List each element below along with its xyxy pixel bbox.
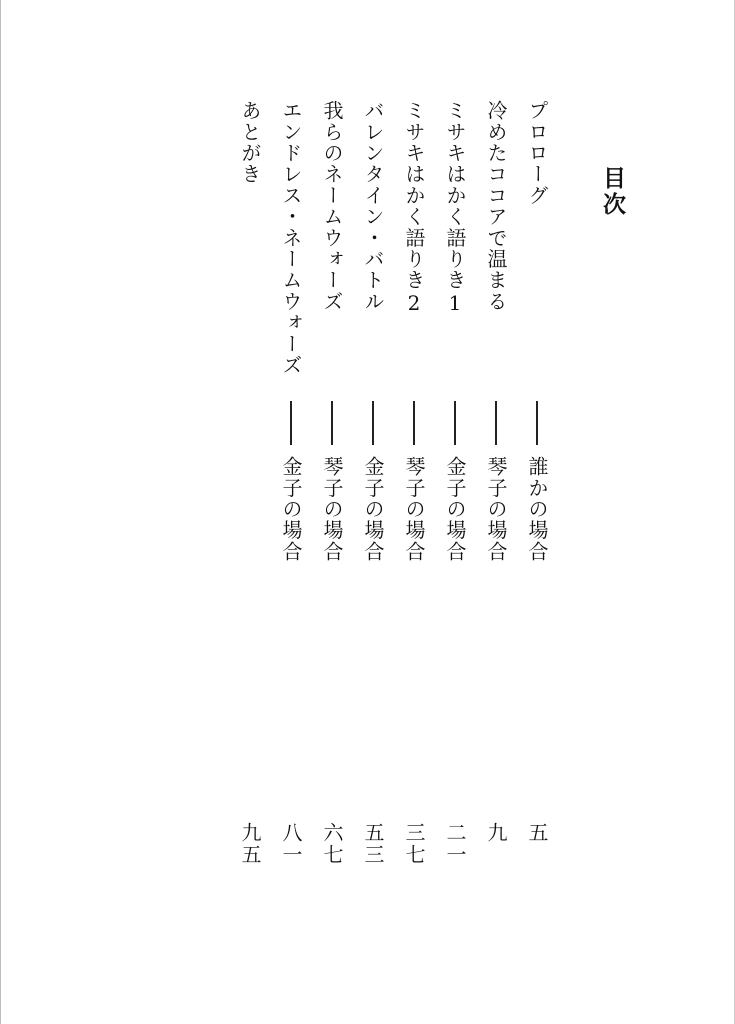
toc-entry-dash	[454, 401, 456, 445]
toc-entry-author: 金子の場合	[361, 456, 385, 562]
toc-entry-title: 我らのネームウォーズ	[320, 100, 344, 312]
toc-entry-dash	[413, 401, 415, 445]
toc-entry-title: 冷めたココアで温まる	[484, 100, 508, 312]
toc-entry-page: 二一	[443, 822, 467, 866]
toc-entry-dash	[331, 401, 333, 445]
toc-entry-title: あとがき	[238, 100, 262, 185]
toc-entry-page: 九五	[238, 822, 262, 866]
toc-entry-author: 琴子の場合	[484, 456, 508, 562]
toc-entry-dash	[290, 401, 292, 445]
toc-entry-title: ミサキはかく語りき2	[402, 100, 426, 316]
toc-entry-title: エンドレス・ネームウォーズ	[279, 100, 303, 376]
toc-entry-page: 五	[525, 822, 549, 844]
toc-heading: 目次	[599, 166, 626, 218]
toc-entry-page: 六七	[320, 822, 344, 866]
toc-entry-dash	[372, 401, 374, 445]
toc-entry-title: プロローグ	[525, 100, 549, 206]
toc-entry-author: 誰かの場合	[525, 456, 549, 562]
toc-entry-author: 金子の場合	[443, 456, 467, 562]
toc-entry-page: 九	[484, 822, 508, 844]
toc-entry-dash	[536, 401, 538, 445]
toc-entry-page: 五三	[361, 822, 385, 866]
toc-entry-author: 琴子の場合	[320, 456, 344, 562]
toc-entry-dash	[495, 401, 497, 445]
toc-entry-author: 金子の場合	[279, 456, 303, 562]
toc-entry-title: ミサキはかく語りき1	[443, 100, 467, 316]
toc-entry-page: 三七	[402, 822, 426, 866]
toc-entry-page: 八一	[279, 822, 303, 866]
toc-entry-title: バレンタイン・バトル	[361, 100, 385, 312]
toc-entry-author: 琴子の場合	[402, 456, 426, 562]
